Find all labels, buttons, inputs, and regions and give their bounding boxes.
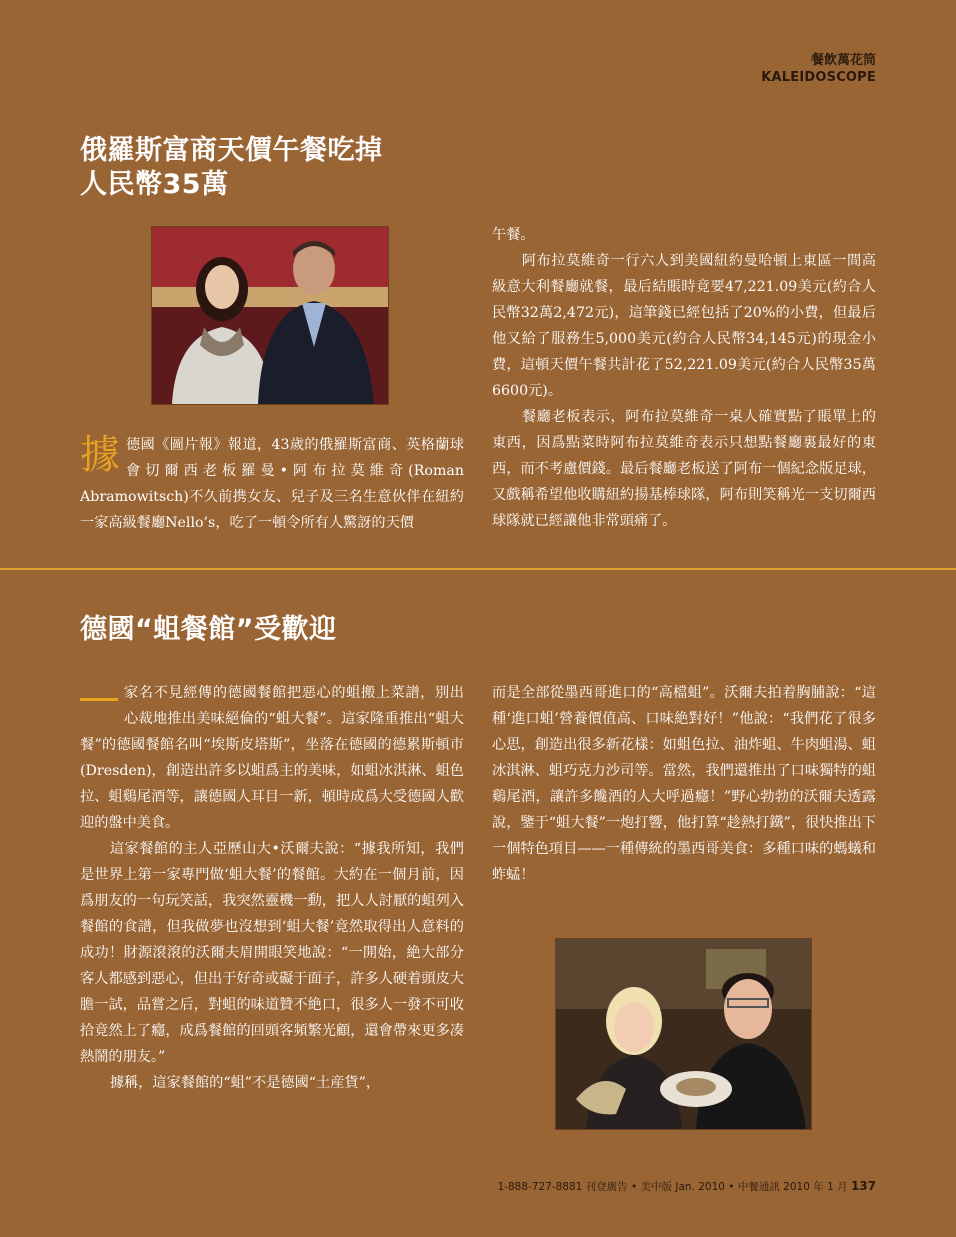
article2-paragraph-2: 這家餐館的主人亞歷山大•沃爾夫說：“據我所知，我們是世界上第一家專門做‘蛆大餐’的餐館。大約在一個月前，因爲朋友的一句玩笑話，我突然靈機一動，把人人討厭的蛆列入餐館的食譜，但我做夢也沒想到‘蛆大餐’竟然取得出人意料的成功！財源滾滾的沃爾夫眉開眼笑地說：“一開始，絶大部分客人都感到惡心，但出于好奇或礙于面子，許多人硬着頭皮大膽一試，品嘗之后，對蛆的味道贊不絶口，很多人一發不可收拾竟然上了癮，成爲餐館的回頭客頻繁光顧，還會帶來更多凑熱鬧的朋友。” <box>80 841 464 1065</box>
article2-photo <box>555 938 812 1130</box>
article1-paragraph-1-continued: 午餐。 <box>492 227 535 243</box>
article2-paragraph-3: 據稱，這家餐館的“蛆”不是德國“土産貨”， <box>109 1075 381 1091</box>
section-label <box>761 52 876 86</box>
footer-text: 1-888-727-8881 刊登廣告 • 美中版 Jan. 2010 • 中餐通訊 2010 年 1 月 <box>497 1181 848 1193</box>
article2-column-right <box>492 680 876 888</box>
page-number: 137 <box>850 1179 876 1193</box>
article1-paragraph-2: 阿布拉莫維奇一行六人到美國紐約曼哈頓上東區一間高級意大利餐廳就餐，最后結賬時竟要47,221.09美元(約合人民幣32萬2,472元)，這筆錢已經包括了20%的小費，但最后他又給了服務生5,000美元(約合人民幣34,145元)的現金小費，這頓天價午餐共計花了52,221.09美元(約合人民幣35萬6600元)。 <box>492 253 876 399</box>
article2-column-left <box>80 680 464 1096</box>
article2-title: 德國“蛆餐館”受歡迎 <box>80 614 337 645</box>
dash-drop-cap <box>80 680 120 708</box>
article1-photo <box>151 226 389 405</box>
couple-photo-illustration <box>152 227 388 404</box>
article2-paragraph-1-text: 家名不見經傳的德國餐館把惡心的蛆搬上菜譜，別出心裁地推出美味絕倫的“蛆大餐”。這家隆重推出“蛆大餐”的德國餐館名叫“埃斯皮塔斯”，坐落在德國的德累斯頓市(Dresden)，創造出許多以蛆爲主的美味，如蛆冰淇淋、蛆色拉、蛆鷄尾酒等，讓德國人耳目一新，頓時成爲大受德國人歡迎的盤中美食。 <box>80 685 464 831</box>
article1-title-line2: 人民幣35萬 <box>80 169 229 200</box>
page-footer <box>497 1179 876 1194</box>
article2-paragraph-1 <box>80 680 464 836</box>
drop-cap: 據 <box>80 432 120 478</box>
article1-paragraph-3: 餐廳老板表示，阿布拉莫維奇一桌人確實點了賬單上的東西，因爲點菜時阿布拉莫維奇表示只想點餐廳裏最好的東西，而不考慮價錢。最后餐廳老板送了阿布一個紀念版足球，又戲稱希望他收購紐約揚基棒球隊，阿布則笑稱光一支切爾西球隊就已經讓他非常頭痛了。 <box>492 409 876 529</box>
article1-column-left <box>80 432 464 536</box>
section-label-zh: 餐飲萬花筒 <box>810 53 876 68</box>
restaurant-photo-illustration <box>556 939 811 1129</box>
article1-paragraph-1-text: 德國《圖片報》報道，43歲的俄羅斯富商、英格蘭球會切爾西老板羅曼•阿布拉莫維奇(Roman Abramowitsch)不久前携女友、兒子及三名生意伙伴在紐約一家高級餐廳Nello’s，吃了一頓令所有人驚訝的天價 <box>80 437 464 531</box>
article1-column-right <box>492 222 876 534</box>
article1-title-line1: 俄羅斯富商天價午餐吃掉 <box>80 135 383 166</box>
section-divider <box>0 568 956 570</box>
article1-paragraph-1 <box>80 432 464 536</box>
article1-title <box>80 134 500 202</box>
article2-paragraph-3-continued: 而是全部從墨西哥進口的“高檔蛆”。沃爾夫拍着胸脯說：“這種‘進口蛆’營養價值高、口味絶對好！”他說：“我們花了很多心思，創造出很多新花樣：如蛆色拉、油炸蛆、牛肉蛆湯、蛆冰淇淋、蛆巧克力沙司等。當然，我們還推出了口味獨特的蛆鷄尾酒，讓許多饞酒的人大呼過癮！”野心勃勃的沃爾夫透露說，鑒于“蛆大餐”一炮打響，他打算“趁熱打鐵”，很快推出下一個特色項目——一種傳統的墨西哥美食：多種口味的螞蟻和蚱蜢！ <box>492 685 876 883</box>
section-label-en: KALEIDOSCOPE <box>761 70 876 85</box>
